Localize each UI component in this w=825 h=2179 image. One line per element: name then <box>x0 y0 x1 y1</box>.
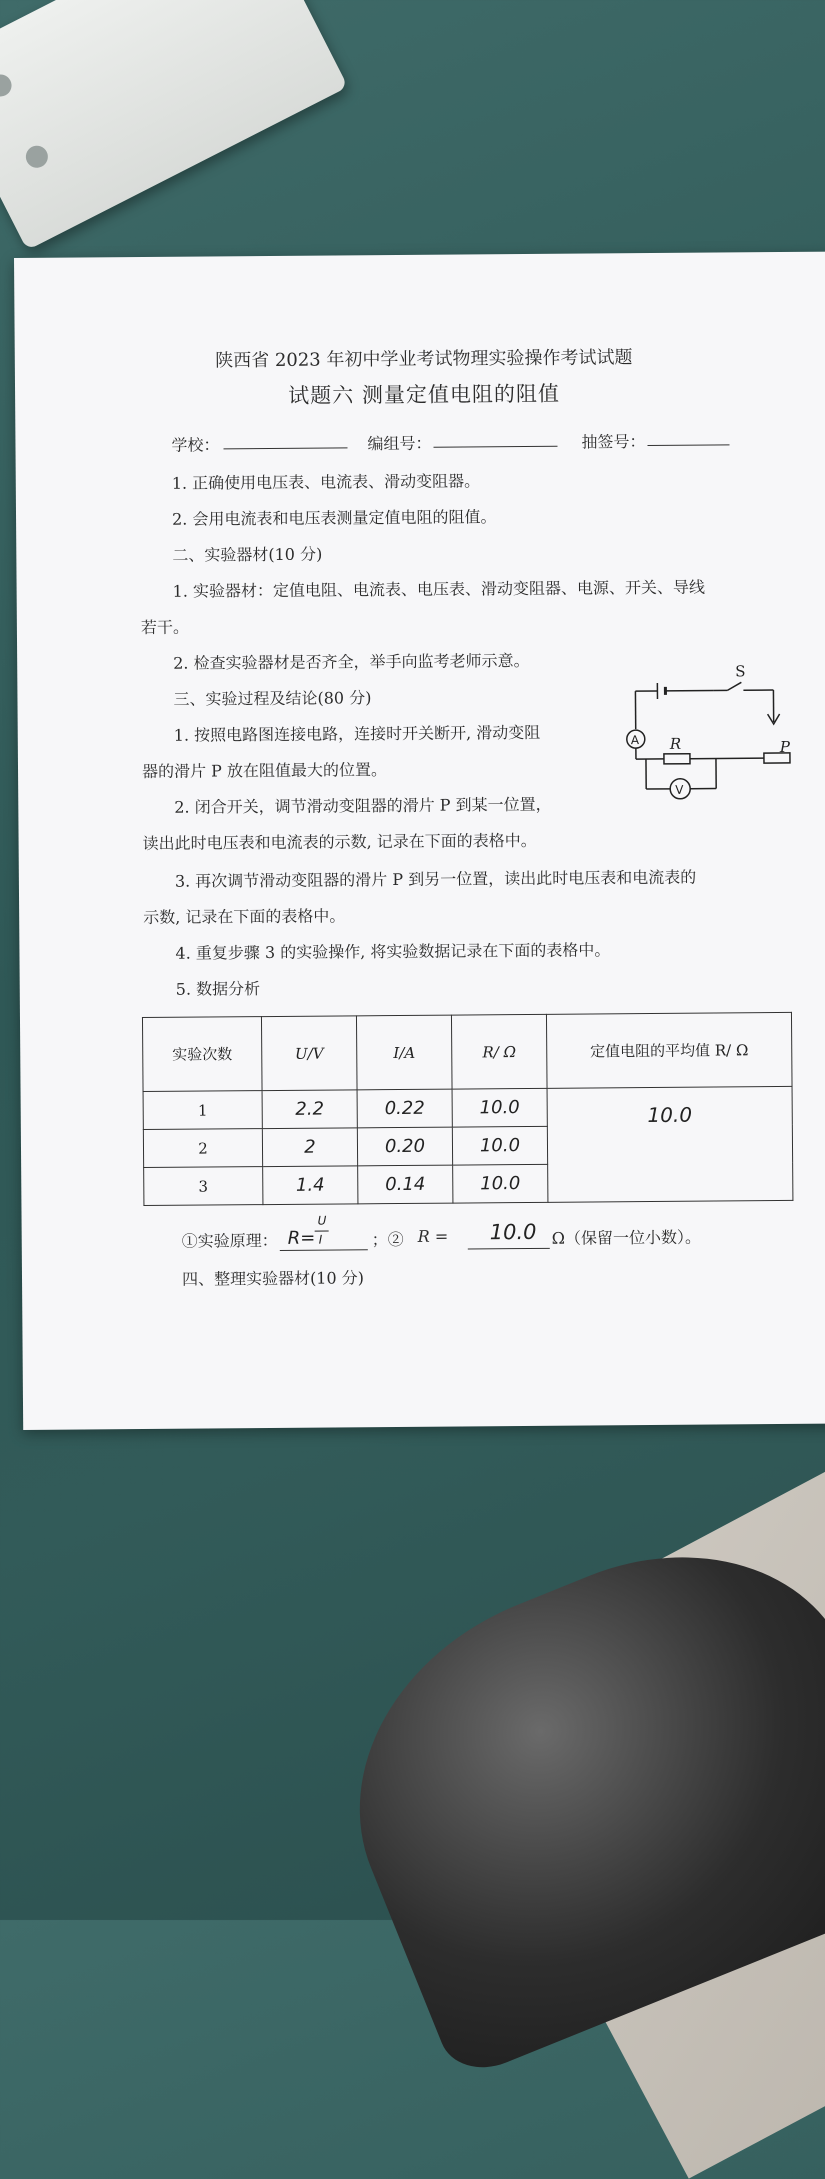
wire <box>690 758 764 759</box>
resistance-cell[interactable] <box>453 1164 548 1203</box>
section-2-heading: 二、实验器材(10 分) <box>172 542 322 566</box>
tray-hole <box>22 142 52 172</box>
data-table <box>142 1012 793 1206</box>
voltage-cell[interactable] <box>263 1166 358 1205</box>
objective-1: 1. 正确使用电压表、电流表、滑动变阻器。 <box>172 468 481 493</box>
objective-2: 2. 会用电流表和电压表测量定值电阻的阻值。 <box>172 504 497 530</box>
school-field[interactable] <box>224 447 348 449</box>
principle-label: ①实验原理： <box>182 1228 278 1252</box>
conclusion-separator: ；② <box>372 1227 404 1250</box>
step-3-line-2: 示数, 记录在下面的表格中。 <box>143 903 345 928</box>
group-field[interactable] <box>433 446 557 448</box>
ammeter-label: A <box>631 733 640 747</box>
group-label: 编组号： <box>367 431 431 455</box>
resistance-value: 10.0 <box>480 1173 520 1194</box>
header-resistance: R/ Ω <box>451 1014 547 1089</box>
resistance-cell[interactable] <box>452 1088 547 1127</box>
step-4: 4. 重复步骤 3 的实验操作, 将实验数据记录在下面的表格中。 <box>175 937 610 963</box>
lot-label: 抽签号： <box>581 429 645 453</box>
table-header-row <box>142 1012 792 1091</box>
current-cell[interactable] <box>357 1089 452 1128</box>
step-2-line-1: 2. 闭合开关，调节滑动变阻器的滑片 P 到某一位置， <box>174 792 551 818</box>
section-3-heading: 三、实验过程及结论(80 分) <box>173 685 371 710</box>
resistance-value: 10.0 <box>480 1135 520 1156</box>
equipment-line-2: 若干。 <box>141 615 189 638</box>
step-2-line-2: 读出此时电压表和电流表的示数, 记录在下面的表格中。 <box>143 828 537 854</box>
voltage-value: 2 <box>304 1137 316 1158</box>
plastic-tray <box>0 0 348 250</box>
trial-number: 2 <box>143 1129 262 1168</box>
circuit-diagram <box>617 652 798 803</box>
lot-field[interactable] <box>647 444 729 446</box>
current-value: 0.20 <box>385 1136 425 1157</box>
average-value: 10.0 <box>647 1102 692 1126</box>
step-1-line-2: 器的滑片 P 放在阻值最大的位置。 <box>142 757 387 782</box>
trial-number: 1 <box>143 1091 262 1130</box>
tray-hole <box>0 71 15 101</box>
equipment-line-1: 1. 实验器材：定值电阻、电流表、电压表、滑动变阻器、电源、开关、导线 <box>173 575 706 602</box>
principle-field[interactable] <box>280 1249 368 1251</box>
header-average: 定值电阻的平均值 R/ Ω <box>546 1012 792 1088</box>
section-4-heading: 四、整理实验器材(10 分) <box>182 1265 364 1289</box>
resistor-symbol <box>664 754 690 764</box>
switch-lever <box>727 682 741 690</box>
current-value: 0.22 <box>385 1098 425 1119</box>
exam-paper <box>14 252 825 1430</box>
current-cell[interactable] <box>358 1165 453 1204</box>
current-cell[interactable] <box>357 1127 452 1166</box>
principle-denominator: I <box>319 1233 323 1247</box>
header-voltage: U/V <box>261 1016 357 1091</box>
resistance-cell[interactable] <box>452 1126 547 1165</box>
step-5: 5. 数据分析 <box>176 976 261 1000</box>
voltmeter-label: V <box>675 783 684 797</box>
resistance-value: 10.0 <box>480 1097 520 1118</box>
resistor-label: R <box>669 735 681 753</box>
slider-label: P <box>779 738 791 756</box>
step-1-line-1: 1. 按照电路图连接电路，连接时开关断开, 滑动变阻 <box>174 720 541 746</box>
step-3-line-1: 3. 再次调节滑动变阻器的滑片 P 到另一位置，读出此时电压表和电流表的 <box>175 865 696 892</box>
r-value: 10.0 <box>490 1220 537 1244</box>
exam-subtitle: 试题六 测量定值电阻的阻值 <box>15 376 825 412</box>
voltage-cell[interactable] <box>262 1090 357 1129</box>
r-unit: Ω（保留一位小数）。 <box>552 1225 701 1249</box>
voltage-value: 2.2 <box>295 1099 324 1120</box>
header-current: I/A <box>356 1015 452 1090</box>
fraction-bar <box>315 1231 329 1232</box>
voltage-value: 1.4 <box>296 1175 325 1196</box>
voltage-cell[interactable] <box>262 1128 357 1167</box>
school-label: 学校： <box>171 432 219 455</box>
switch-label: S <box>735 662 745 680</box>
equipment-check: 2. 检查实验器材是否齐全，举手向监考老师示意。 <box>173 648 530 674</box>
header-trial: 实验次数 <box>142 1017 262 1092</box>
r-label: R = <box>418 1227 449 1246</box>
average-cell[interactable] <box>547 1086 793 1202</box>
trial-number: 3 <box>144 1167 263 1206</box>
current-value: 0.14 <box>385 1174 425 1195</box>
table-row <box>143 1086 792 1129</box>
r-field[interactable] <box>468 1248 550 1250</box>
principle-numerator: U <box>318 1214 327 1228</box>
principle-lhs: R= <box>288 1228 316 1249</box>
exam-title: 陕西省 2023 年初中学业考试物理实验操作考试试题 <box>15 342 825 374</box>
